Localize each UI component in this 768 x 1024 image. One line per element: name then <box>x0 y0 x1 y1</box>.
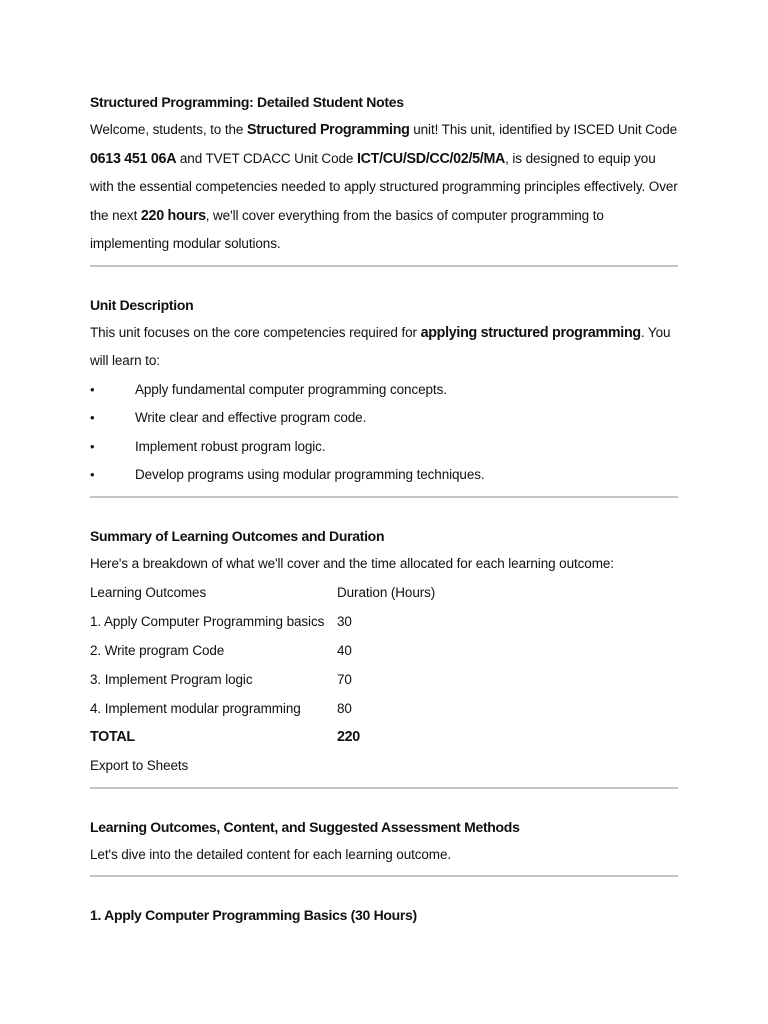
list-item-text: Write clear and effective program code. <box>135 410 367 425</box>
table-row <box>90 665 537 694</box>
outcomes-table <box>90 578 537 752</box>
summary-heading: Summary of Learning Outcomes and Duration <box>90 527 385 544</box>
list-item <box>90 376 678 405</box>
export-to-sheets-link[interactable]: Export to Sheets <box>90 758 189 773</box>
content-section-heading: Learning Outcomes, Content, and Suggested Assessment Methods <box>90 818 520 835</box>
intro-bold-isced-code: 0613 451 06A <box>90 150 177 167</box>
outcome-cell: 2. Write program Code <box>90 643 225 658</box>
table-row <box>90 607 537 636</box>
bullet-icon: • <box>90 410 95 425</box>
unit-description-bold: applying structured programming <box>420 324 641 341</box>
outcome-cell: 4. Implement modular programming <box>90 701 301 716</box>
intro-text-4: , is designed to equip you with the essential competencies needed to apply structured programming principles effectively. Over the next <box>90 150 678 223</box>
outcome-cell: 1. Apply Computer Programming basics <box>90 614 325 629</box>
content-section-intro: Let's dive into the detailed content for each learning outcome. <box>90 846 452 862</box>
list-item <box>90 404 678 433</box>
table-header-row <box>90 578 537 607</box>
intro-text-1: Welcome, students, to the <box>90 122 247 137</box>
document-page <box>90 88 678 929</box>
intro-paragraph <box>90 116 678 259</box>
learning-outcome-1-heading: 1. Apply Computer Programming Basics (30 Hours) <box>90 907 417 923</box>
list-item-text: Implement robust program logic. <box>135 438 326 454</box>
table-total-row <box>90 723 537 752</box>
bullet-icon: • <box>90 467 95 482</box>
summary-intro: Here's a breakdown of what we'll cover and the time allocated for each learning outcome: <box>90 555 614 571</box>
intro-bold-tvet-code: ICT/CU/SD/CC/02/5/MA <box>356 150 506 167</box>
duration-cell: 30 <box>337 614 352 629</box>
competency-list <box>90 376 678 490</box>
intro-text-5: , we'll cover everything from the basics of computer programming to implementing modular solutions. <box>90 207 604 251</box>
table-row <box>90 694 537 723</box>
intro-text-2: unit! This unit, identified by ISCED Unit Code <box>409 122 678 137</box>
bullet-icon: • <box>90 381 95 397</box>
document-title: Structured Programming: Detailed Student Notes <box>90 94 404 110</box>
unit-description-heading: Unit Description <box>90 296 194 313</box>
intro-text-3: and TVET CDACC Unit Code <box>176 150 357 166</box>
unit-description-text-2: . You will learn to: <box>90 324 671 368</box>
outcome-cell: 3. Implement Program logic <box>90 672 253 687</box>
duration-cell: 40 <box>337 643 352 658</box>
duration-cell: 70 <box>337 672 352 687</box>
list-item-text: Develop programs using modular programming techniques. <box>135 467 485 482</box>
list-item <box>90 461 678 490</box>
intro-bold-hours: 220 hours <box>140 207 206 224</box>
bullet-icon: • <box>90 438 95 454</box>
unit-description-text-1: This unit focuses on the core competencies required for <box>90 324 421 340</box>
column-header-outcomes: Learning Outcomes <box>90 585 207 600</box>
table-row <box>90 636 537 665</box>
total-label: TOTAL <box>90 729 135 745</box>
unit-description-paragraph <box>90 319 678 376</box>
list-item <box>90 433 678 462</box>
duration-cell: 80 <box>337 701 352 716</box>
intro-bold-unit-name: Structured Programming <box>246 122 410 138</box>
total-value: 220 <box>337 729 360 745</box>
list-item-text: Apply fundamental computer programming concepts. <box>135 381 447 397</box>
column-header-duration: Duration (Hours) <box>337 585 436 600</box>
